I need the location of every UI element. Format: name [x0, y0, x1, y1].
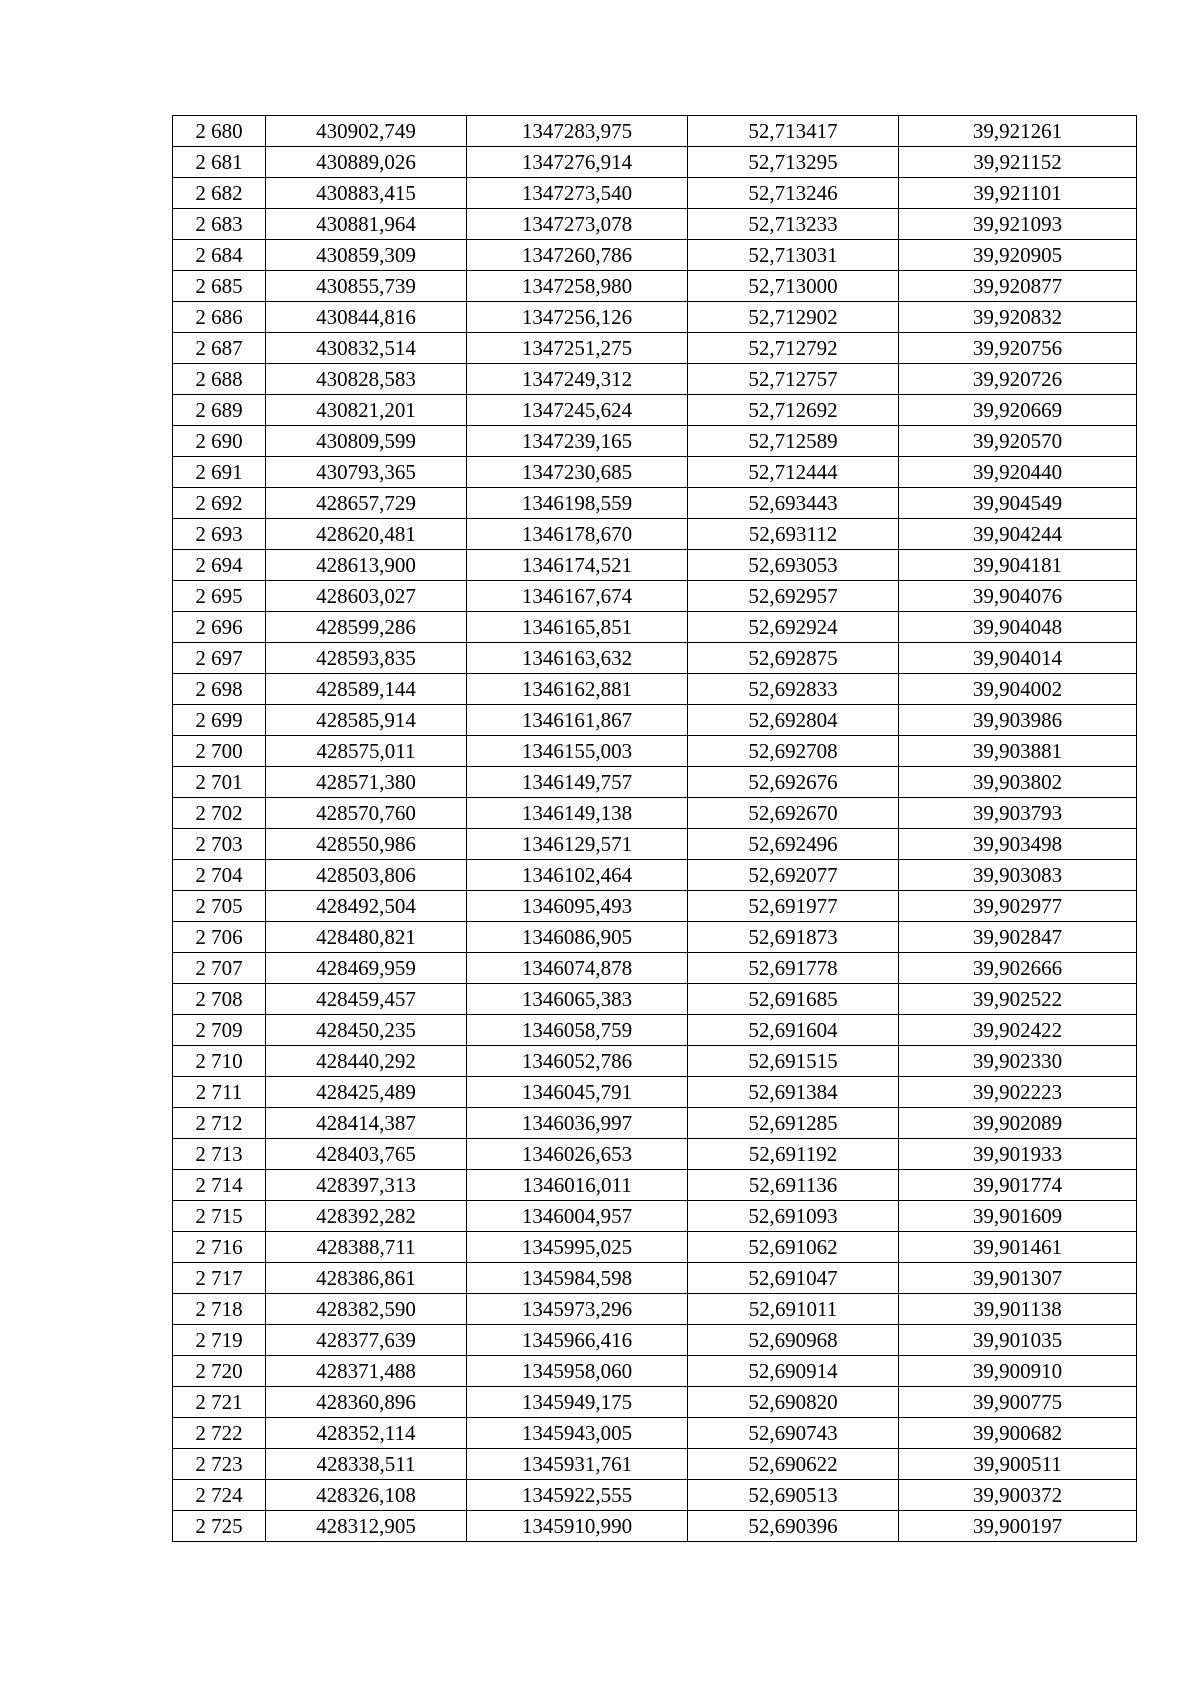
table-row [173, 1139, 1137, 1170]
longitude-cell: 39,901774 [899, 1170, 1137, 1201]
point-number-cell: 2 700 [173, 736, 266, 767]
longitude-cell: 39,901307 [899, 1263, 1137, 1294]
table-row [173, 1108, 1137, 1139]
point-number-cell: 2 692 [173, 488, 266, 519]
y-coordinate-cell: 1347239,165 [467, 426, 688, 457]
latitude-cell: 52,690914 [688, 1356, 899, 1387]
latitude-cell: 52,713295 [688, 147, 899, 178]
y-coordinate-cell: 1346065,383 [467, 984, 688, 1015]
y-coordinate-cell: 1346074,878 [467, 953, 688, 984]
x-coordinate-cell: 428450,235 [266, 1015, 467, 1046]
longitude-cell: 39,920726 [899, 364, 1137, 395]
point-number-cell: 2 680 [173, 116, 266, 147]
point-number-cell: 2 715 [173, 1201, 266, 1232]
x-coordinate-cell: 428570,760 [266, 798, 467, 829]
latitude-cell: 52,693053 [688, 550, 899, 581]
point-number-cell: 2 682 [173, 178, 266, 209]
x-coordinate-cell: 430855,739 [266, 271, 467, 302]
y-coordinate-cell: 1346004,957 [467, 1201, 688, 1232]
longitude-cell: 39,921093 [899, 209, 1137, 240]
point-number-cell: 2 702 [173, 798, 266, 829]
table-row [173, 519, 1137, 550]
longitude-cell: 39,902223 [899, 1077, 1137, 1108]
latitude-cell: 52,692957 [688, 581, 899, 612]
y-coordinate-cell: 1345995,025 [467, 1232, 688, 1263]
x-coordinate-cell: 428414,387 [266, 1108, 467, 1139]
y-coordinate-cell: 1346178,670 [467, 519, 688, 550]
longitude-cell: 39,904549 [899, 488, 1137, 519]
longitude-cell: 39,902422 [899, 1015, 1137, 1046]
point-number-cell: 2 697 [173, 643, 266, 674]
point-number-cell: 2 717 [173, 1263, 266, 1294]
y-coordinate-cell: 1347256,126 [467, 302, 688, 333]
point-number-cell: 2 695 [173, 581, 266, 612]
longitude-cell: 39,902977 [899, 891, 1137, 922]
point-number-cell: 2 705 [173, 891, 266, 922]
point-number-cell: 2 706 [173, 922, 266, 953]
longitude-cell: 39,921261 [899, 116, 1137, 147]
latitude-cell: 52,690968 [688, 1325, 899, 1356]
table-row [173, 333, 1137, 364]
y-coordinate-cell: 1347283,975 [467, 116, 688, 147]
coordinates-table [172, 115, 1137, 1542]
longitude-cell: 39,903083 [899, 860, 1137, 891]
longitude-cell: 39,904014 [899, 643, 1137, 674]
y-coordinate-cell: 1347260,786 [467, 240, 688, 271]
y-coordinate-cell: 1346026,653 [467, 1139, 688, 1170]
point-number-cell: 2 723 [173, 1449, 266, 1480]
latitude-cell: 52,692496 [688, 829, 899, 860]
latitude-cell: 52,690820 [688, 1387, 899, 1418]
x-coordinate-cell: 428371,488 [266, 1356, 467, 1387]
point-number-cell: 2 711 [173, 1077, 266, 1108]
point-number-cell: 2 689 [173, 395, 266, 426]
table-row [173, 1480, 1137, 1511]
point-number-cell: 2 693 [173, 519, 266, 550]
y-coordinate-cell: 1346167,674 [467, 581, 688, 612]
table-row [173, 891, 1137, 922]
longitude-cell: 39,901461 [899, 1232, 1137, 1263]
y-coordinate-cell: 1346149,138 [467, 798, 688, 829]
point-number-cell: 2 703 [173, 829, 266, 860]
x-coordinate-cell: 428352,114 [266, 1418, 467, 1449]
y-coordinate-cell: 1346155,003 [467, 736, 688, 767]
table-row [173, 302, 1137, 333]
x-coordinate-cell: 428575,011 [266, 736, 467, 767]
longitude-cell: 39,920669 [899, 395, 1137, 426]
table-row [173, 736, 1137, 767]
longitude-cell: 39,904048 [899, 612, 1137, 643]
latitude-cell: 52,692833 [688, 674, 899, 705]
x-coordinate-cell: 428599,286 [266, 612, 467, 643]
latitude-cell: 52,691136 [688, 1170, 899, 1201]
x-coordinate-cell: 428386,861 [266, 1263, 467, 1294]
point-number-cell: 2 720 [173, 1356, 266, 1387]
latitude-cell: 52,691977 [688, 891, 899, 922]
table-row [173, 550, 1137, 581]
x-coordinate-cell: 428657,729 [266, 488, 467, 519]
latitude-cell: 52,692875 [688, 643, 899, 674]
longitude-cell: 39,903793 [899, 798, 1137, 829]
x-coordinate-cell: 428492,504 [266, 891, 467, 922]
table-row [173, 1077, 1137, 1108]
y-coordinate-cell: 1345922,555 [467, 1480, 688, 1511]
latitude-cell: 52,691047 [688, 1263, 899, 1294]
point-number-cell: 2 719 [173, 1325, 266, 1356]
latitude-cell: 52,693443 [688, 488, 899, 519]
longitude-cell: 39,903881 [899, 736, 1137, 767]
latitude-cell: 52,691604 [688, 1015, 899, 1046]
longitude-cell: 39,904181 [899, 550, 1137, 581]
point-number-cell: 2 683 [173, 209, 266, 240]
longitude-cell: 39,903498 [899, 829, 1137, 860]
y-coordinate-cell: 1346165,851 [467, 612, 688, 643]
table-row [173, 953, 1137, 984]
point-number-cell: 2 701 [173, 767, 266, 798]
latitude-cell: 52,691285 [688, 1108, 899, 1139]
x-coordinate-cell: 428480,821 [266, 922, 467, 953]
latitude-cell: 52,713031 [688, 240, 899, 271]
latitude-cell: 52,713000 [688, 271, 899, 302]
y-coordinate-cell: 1346102,464 [467, 860, 688, 891]
table-row [173, 209, 1137, 240]
latitude-cell: 52,691192 [688, 1139, 899, 1170]
latitude-cell: 52,692804 [688, 705, 899, 736]
y-coordinate-cell: 1346036,997 [467, 1108, 688, 1139]
x-coordinate-cell: 430793,365 [266, 457, 467, 488]
latitude-cell: 52,691685 [688, 984, 899, 1015]
point-number-cell: 2 725 [173, 1511, 266, 1542]
point-number-cell: 2 691 [173, 457, 266, 488]
longitude-cell: 39,904002 [899, 674, 1137, 705]
point-number-cell: 2 684 [173, 240, 266, 271]
x-coordinate-cell: 428469,959 [266, 953, 467, 984]
table-row [173, 1418, 1137, 1449]
x-coordinate-cell: 428440,292 [266, 1046, 467, 1077]
latitude-cell: 52,712692 [688, 395, 899, 426]
y-coordinate-cell: 1347273,078 [467, 209, 688, 240]
longitude-cell: 39,901138 [899, 1294, 1137, 1325]
x-coordinate-cell: 428403,765 [266, 1139, 467, 1170]
y-coordinate-cell: 1346161,867 [467, 705, 688, 736]
point-number-cell: 2 716 [173, 1232, 266, 1263]
table-row [173, 488, 1137, 519]
x-coordinate-cell: 430902,749 [266, 116, 467, 147]
y-coordinate-cell: 1346198,559 [467, 488, 688, 519]
y-coordinate-cell: 1345943,005 [467, 1418, 688, 1449]
table-row [173, 1294, 1137, 1325]
y-coordinate-cell: 1345973,296 [467, 1294, 688, 1325]
latitude-cell: 52,712757 [688, 364, 899, 395]
latitude-cell: 52,691093 [688, 1201, 899, 1232]
table-row [173, 674, 1137, 705]
y-coordinate-cell: 1345910,990 [467, 1511, 688, 1542]
longitude-cell: 39,902522 [899, 984, 1137, 1015]
point-number-cell: 2 688 [173, 364, 266, 395]
latitude-cell: 52,691873 [688, 922, 899, 953]
latitude-cell: 52,712792 [688, 333, 899, 364]
longitude-cell: 39,920756 [899, 333, 1137, 364]
point-number-cell: 2 713 [173, 1139, 266, 1170]
table-row [173, 798, 1137, 829]
table-row [173, 1387, 1137, 1418]
table-row [173, 767, 1137, 798]
y-coordinate-cell: 1346045,791 [467, 1077, 688, 1108]
longitude-cell: 39,902089 [899, 1108, 1137, 1139]
y-coordinate-cell: 1346129,571 [467, 829, 688, 860]
longitude-cell: 39,921101 [899, 178, 1137, 209]
latitude-cell: 52,692077 [688, 860, 899, 891]
table-row [173, 1325, 1137, 1356]
longitude-cell: 39,920570 [899, 426, 1137, 457]
y-coordinate-cell: 1346058,759 [467, 1015, 688, 1046]
y-coordinate-cell: 1347251,275 [467, 333, 688, 364]
x-coordinate-cell: 430844,816 [266, 302, 467, 333]
longitude-cell: 39,902666 [899, 953, 1137, 984]
longitude-cell: 39,904244 [899, 519, 1137, 550]
x-coordinate-cell: 430832,514 [266, 333, 467, 364]
latitude-cell: 52,692670 [688, 798, 899, 829]
y-coordinate-cell: 1345931,761 [467, 1449, 688, 1480]
x-coordinate-cell: 430821,201 [266, 395, 467, 426]
longitude-cell: 39,920440 [899, 457, 1137, 488]
longitude-cell: 39,900511 [899, 1449, 1137, 1480]
x-coordinate-cell: 428392,282 [266, 1201, 467, 1232]
longitude-cell: 39,900775 [899, 1387, 1137, 1418]
y-coordinate-cell: 1346016,011 [467, 1170, 688, 1201]
table-row [173, 705, 1137, 736]
longitude-cell: 39,921152 [899, 147, 1137, 178]
longitude-cell: 39,900372 [899, 1480, 1137, 1511]
point-number-cell: 2 687 [173, 333, 266, 364]
longitude-cell: 39,901933 [899, 1139, 1137, 1170]
longitude-cell: 39,903802 [899, 767, 1137, 798]
latitude-cell: 52,692708 [688, 736, 899, 767]
latitude-cell: 52,690513 [688, 1480, 899, 1511]
latitude-cell: 52,712902 [688, 302, 899, 333]
table-row [173, 1170, 1137, 1201]
point-number-cell: 2 690 [173, 426, 266, 457]
table-row [173, 240, 1137, 271]
latitude-cell: 52,713246 [688, 178, 899, 209]
longitude-cell: 39,904076 [899, 581, 1137, 612]
latitude-cell: 52,691778 [688, 953, 899, 984]
latitude-cell: 52,712444 [688, 457, 899, 488]
y-coordinate-cell: 1347249,312 [467, 364, 688, 395]
latitude-cell: 52,692924 [688, 612, 899, 643]
x-coordinate-cell: 428459,457 [266, 984, 467, 1015]
y-coordinate-cell: 1347276,914 [467, 147, 688, 178]
x-coordinate-cell: 430881,964 [266, 209, 467, 240]
x-coordinate-cell: 428425,489 [266, 1077, 467, 1108]
x-coordinate-cell: 428593,835 [266, 643, 467, 674]
y-coordinate-cell: 1346086,905 [467, 922, 688, 953]
y-coordinate-cell: 1345949,175 [467, 1387, 688, 1418]
y-coordinate-cell: 1346174,521 [467, 550, 688, 581]
x-coordinate-cell: 428503,806 [266, 860, 467, 891]
latitude-cell: 52,692676 [688, 767, 899, 798]
x-coordinate-cell: 428388,711 [266, 1232, 467, 1263]
longitude-cell: 39,901035 [899, 1325, 1137, 1356]
x-coordinate-cell: 428397,313 [266, 1170, 467, 1201]
y-coordinate-cell: 1347230,685 [467, 457, 688, 488]
y-coordinate-cell: 1347273,540 [467, 178, 688, 209]
latitude-cell: 52,690622 [688, 1449, 899, 1480]
y-coordinate-cell: 1345958,060 [467, 1356, 688, 1387]
x-coordinate-cell: 430889,026 [266, 147, 467, 178]
table-row [173, 1449, 1137, 1480]
latitude-cell: 52,690396 [688, 1511, 899, 1542]
point-number-cell: 2 718 [173, 1294, 266, 1325]
table-row [173, 457, 1137, 488]
longitude-cell: 39,902847 [899, 922, 1137, 953]
x-coordinate-cell: 428589,144 [266, 674, 467, 705]
longitude-cell: 39,900682 [899, 1418, 1137, 1449]
x-coordinate-cell: 428613,900 [266, 550, 467, 581]
y-coordinate-cell: 1346163,632 [467, 643, 688, 674]
point-number-cell: 2 721 [173, 1387, 266, 1418]
table-row [173, 1046, 1137, 1077]
point-number-cell: 2 712 [173, 1108, 266, 1139]
table-row [173, 116, 1137, 147]
x-coordinate-cell: 428382,590 [266, 1294, 467, 1325]
point-number-cell: 2 708 [173, 984, 266, 1015]
table-row [173, 860, 1137, 891]
table-row [173, 984, 1137, 1015]
latitude-cell: 52,691384 [688, 1077, 899, 1108]
x-coordinate-cell: 428620,481 [266, 519, 467, 550]
x-coordinate-cell: 430809,599 [266, 426, 467, 457]
longitude-cell: 39,900197 [899, 1511, 1137, 1542]
x-coordinate-cell: 428326,108 [266, 1480, 467, 1511]
longitude-cell: 39,920877 [899, 271, 1137, 302]
table-row [173, 1232, 1137, 1263]
table-row [173, 426, 1137, 457]
latitude-cell: 52,691062 [688, 1232, 899, 1263]
x-coordinate-cell: 428360,896 [266, 1387, 467, 1418]
point-number-cell: 2 709 [173, 1015, 266, 1046]
table-row [173, 364, 1137, 395]
latitude-cell: 52,693112 [688, 519, 899, 550]
y-coordinate-cell: 1347258,980 [467, 271, 688, 302]
point-number-cell: 2 698 [173, 674, 266, 705]
point-number-cell: 2 722 [173, 1418, 266, 1449]
x-coordinate-cell: 428550,986 [266, 829, 467, 860]
table-row [173, 395, 1137, 426]
x-coordinate-cell: 428377,639 [266, 1325, 467, 1356]
longitude-cell: 39,902330 [899, 1046, 1137, 1077]
x-coordinate-cell: 430828,583 [266, 364, 467, 395]
table-row [173, 1201, 1137, 1232]
table-row [173, 1263, 1137, 1294]
longitude-cell: 39,903986 [899, 705, 1137, 736]
point-number-cell: 2 685 [173, 271, 266, 302]
point-number-cell: 2 686 [173, 302, 266, 333]
table-row [173, 581, 1137, 612]
latitude-cell: 52,713417 [688, 116, 899, 147]
table-row [173, 612, 1137, 643]
latitude-cell: 52,712589 [688, 426, 899, 457]
point-number-cell: 2 724 [173, 1480, 266, 1511]
longitude-cell: 39,901609 [899, 1201, 1137, 1232]
table-row [173, 271, 1137, 302]
longitude-cell: 39,920905 [899, 240, 1137, 271]
coordinates-table-body [173, 116, 1137, 1542]
point-number-cell: 2 694 [173, 550, 266, 581]
point-number-cell: 2 710 [173, 1046, 266, 1077]
x-coordinate-cell: 428312,905 [266, 1511, 467, 1542]
table-row [173, 178, 1137, 209]
y-coordinate-cell: 1346095,493 [467, 891, 688, 922]
y-coordinate-cell: 1346052,786 [467, 1046, 688, 1077]
point-number-cell: 2 707 [173, 953, 266, 984]
point-number-cell: 2 714 [173, 1170, 266, 1201]
table-row [173, 147, 1137, 178]
table-row [173, 1356, 1137, 1387]
x-coordinate-cell: 428571,380 [266, 767, 467, 798]
latitude-cell: 52,691515 [688, 1046, 899, 1077]
table-row [173, 643, 1137, 674]
y-coordinate-cell: 1346149,757 [467, 767, 688, 798]
point-number-cell: 2 681 [173, 147, 266, 178]
latitude-cell: 52,690743 [688, 1418, 899, 1449]
y-coordinate-cell: 1345966,416 [467, 1325, 688, 1356]
point-number-cell: 2 699 [173, 705, 266, 736]
y-coordinate-cell: 1346162,881 [467, 674, 688, 705]
latitude-cell: 52,713233 [688, 209, 899, 240]
longitude-cell: 39,900910 [899, 1356, 1137, 1387]
x-coordinate-cell: 428585,914 [266, 705, 467, 736]
y-coordinate-cell: 1345984,598 [467, 1263, 688, 1294]
table-row [173, 1015, 1137, 1046]
x-coordinate-cell: 428338,511 [266, 1449, 467, 1480]
latitude-cell: 52,691011 [688, 1294, 899, 1325]
x-coordinate-cell: 428603,027 [266, 581, 467, 612]
table-row [173, 829, 1137, 860]
point-number-cell: 2 696 [173, 612, 266, 643]
y-coordinate-cell: 1347245,624 [467, 395, 688, 426]
table-row [173, 1511, 1137, 1542]
point-number-cell: 2 704 [173, 860, 266, 891]
x-coordinate-cell: 430859,309 [266, 240, 467, 271]
table-row [173, 922, 1137, 953]
longitude-cell: 39,920832 [899, 302, 1137, 333]
x-coordinate-cell: 430883,415 [266, 178, 467, 209]
